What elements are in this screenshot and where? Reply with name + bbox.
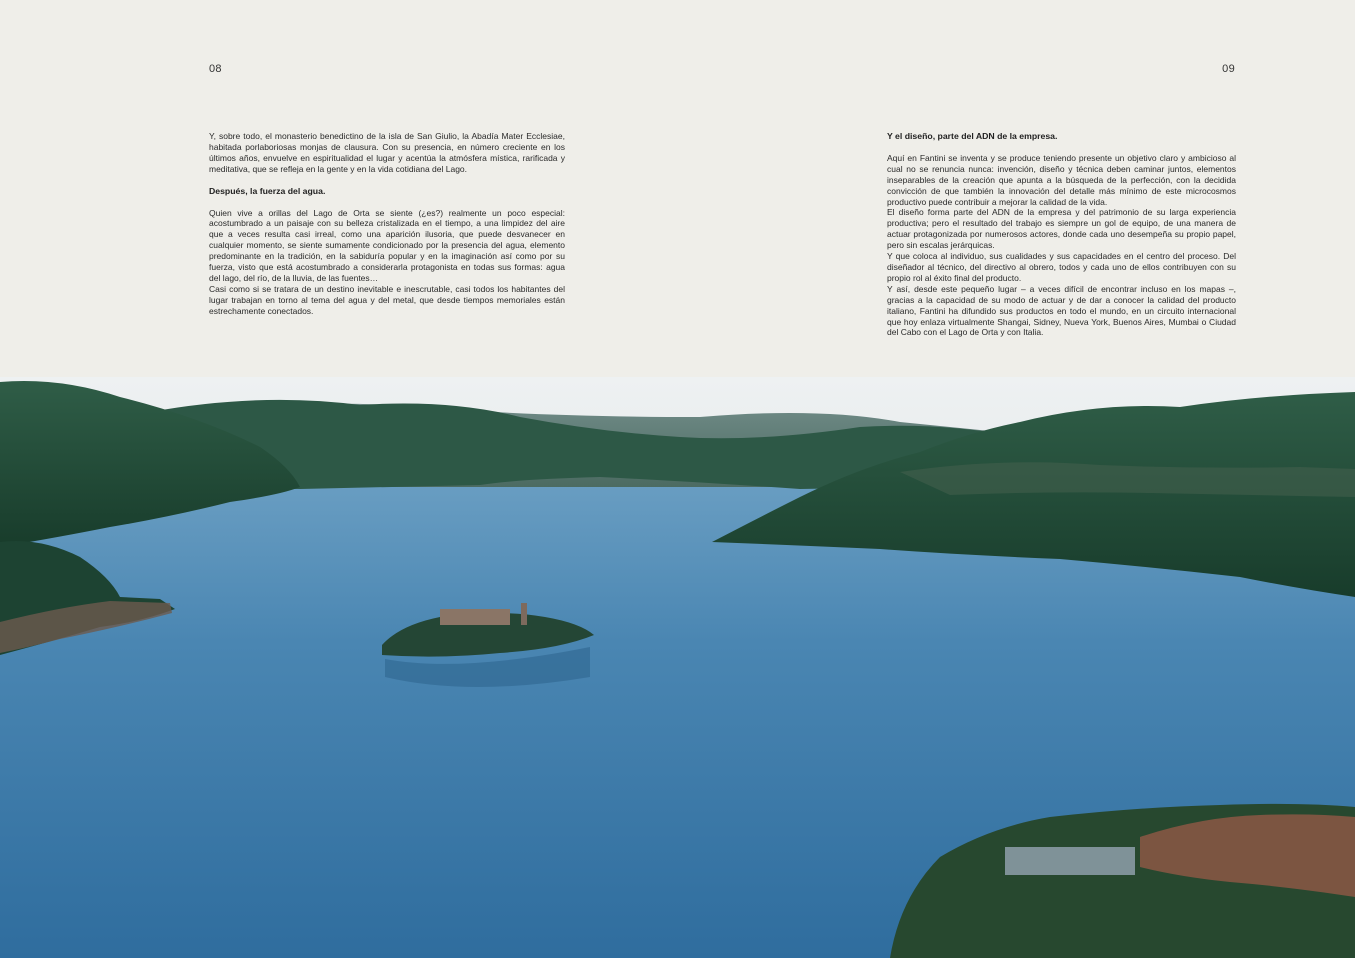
right-settlements (900, 462, 1355, 497)
lake-orta-photo (0, 377, 1355, 958)
right-paragraph-3: Y que coloca al individuo, sus cualidades y sus capacidades en el centro del proceso. Del diseñador al técnico, del directivo al obrero, todos y cada uno de ellos contribuyen con su propio rol al éxito final del producto. (887, 251, 1236, 283)
left-heading: Después, la fuerza del agua. (209, 185, 326, 196)
left-text-column (209, 131, 565, 317)
right-paragraph-4: Y así, desde este pequeño lugar – a veces difícil de encontrar incluso en los mapas –, gracias a la capacidad de su modo de actuar y de dar a conocer la calidad del producto italiano, Fantini ha difundido sus productos en todo el mundo, en un circuito internacional que hoy enlaza virtualmente Shangai, Sidney, Nueva York, Buenos Aires, Mumbai o Ciudad del Cabo con el Lago de Orta y con Italia. (887, 283, 1236, 338)
right-paragraph-2: El diseño forma parte del ADN de la empresa y del patrimonio de su larga experiencia productiva; pero el resultado del trabajo es siempre un gol de equipo, de una manera de actuar protagonizada por numerosos actores, donde cada uno desempeña su propio papel, pero sin escalas jerárquicas. (887, 207, 1236, 251)
right-heading: Y el diseño, parte del ADN de la empresa. (887, 131, 1058, 141)
page-number-right: 09 (1222, 63, 1235, 75)
left-paragraph-1: Quien vive a orillas del Lago de Orta se siente (¿es?) realmente un poco especial: acostumbrado a un paisaje con su belleza cristalizada en el tiempo, a una limpidez del aire que a veces resulta casi irreal, como una aparición ilusoria, que puede desvanecer en cualquier momento, se siente sumamente condicionado por la presencia del agua, elemento predominante en la tradición, en la sabiduría popular y en la imaginación así como por su fuerza, visto que está acostumbrado a considerarla protagonista en todas sus formas: agua del lago, del río, de la lluvia, de las fuentes… (209, 207, 565, 283)
page-number-left: 08 (209, 63, 222, 75)
left-intro-paragraph: Y, sobre todo, el monasterio benedictino de la isla de San Giulio, la Abadía Mater Ecclesiae, habitada porlaboriosas monjas de clausura. Con su presencia, en número creciente en los últimos años, envuelve en espiritualidad el lugar y acentúa la atmósfera mística, rarificada y meditativa, que se refleja en la gente y en la vida cotidiana del Lago. (209, 131, 565, 174)
left-paragraph-2: Casi como si se tratara de un destino inevitable e inescrutable, casi todos los habitantes del lugar trabajan en torno al tema del agua y del metal, que desde tiempos memoriales están estrechamente conectados. (209, 283, 565, 316)
right-text-column (887, 131, 1236, 338)
island-monastery (440, 609, 510, 625)
factory-building (1005, 847, 1135, 875)
right-paragraph-1: Aquí en Fantini se inventa y se produce teniendo presente un objetivo claro y ambicioso al cual no se renuncia nunca: invención, diseño y técnica deben caminar juntos, elementos inseparables de la creación que apunta a la búsqueda de la perfección, con la decidida convicción de que también la innovación del detalle más mínimo de este microcosmos productivo puede contribuir a mejorar la calidad de la vida. (887, 152, 1236, 207)
island-tower (521, 603, 527, 625)
